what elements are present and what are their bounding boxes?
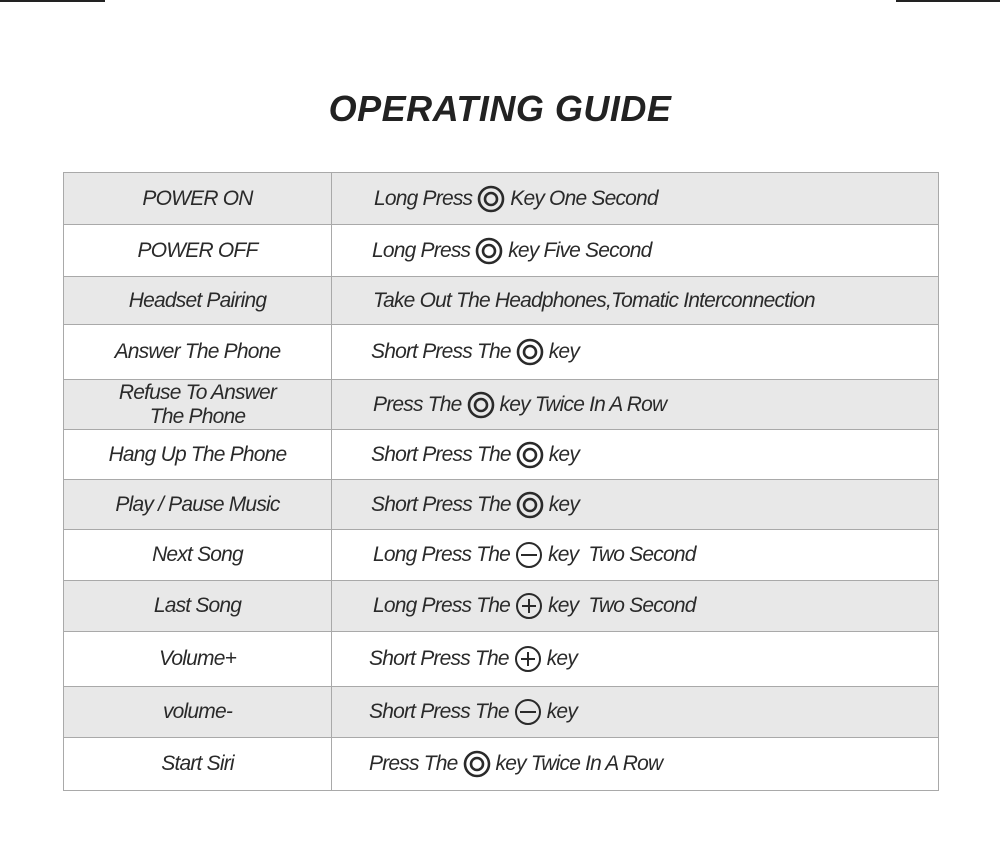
table-row [64,225,938,277]
function-label: Headset Pairing [128,288,267,312]
table-row [64,430,938,480]
operation-cell [332,480,938,529]
decorative-line-left [0,0,105,2]
operation-cell [332,277,938,324]
function-cell [64,687,332,737]
operation-text-after: key [548,492,580,516]
minus-circle-icon [514,698,542,726]
table-row [64,173,938,225]
operation-text: Press The [373,392,462,416]
operation-text-after: key [548,442,580,466]
operation-text: Short Press The [371,492,511,516]
function-cell [64,277,332,324]
operation-text-after: key Twice In A Row [499,392,667,416]
table-row [64,480,938,530]
operation-text-after: key [546,647,578,670]
ring-icon [463,750,491,778]
operation-text: Short Press The [369,647,509,670]
function-label: volume- [162,700,233,723]
operation-text: Short Press The [369,700,509,723]
function-cell [64,173,332,224]
table-row [64,277,938,325]
operation-text-after: key Five Second [508,238,652,262]
ring-icon [516,338,544,366]
table-row [64,581,938,632]
table-row [64,380,938,430]
operation-text: Long Press [372,238,471,262]
function-cell [64,581,332,631]
table-row [64,530,938,581]
function-cell [64,380,332,429]
operation-text-after: key Two Second [548,543,696,566]
function-label-line: The Phone [149,404,246,428]
function-cell [64,225,332,276]
function-cell [64,480,332,529]
operation-text: Long Press The [373,594,511,617]
operation-text-after: key Two Second [548,594,696,617]
function-label: POWER ON [142,186,253,210]
operation-text: Press The [369,752,458,775]
operation-cell [332,738,938,790]
page-title: OPERATING GUIDE [328,88,672,129]
plus-circle-icon [515,592,543,620]
function-label: Start Siri [161,752,234,775]
function-cell [64,738,332,790]
function-cell [64,325,332,379]
operation-cell [332,325,938,379]
function-cell [64,530,332,580]
function-label: Volume+ [158,647,237,670]
minus-circle-icon [515,541,543,569]
function-label: POWER OFF [137,238,258,262]
function-label: Hang Up The Phone [108,442,287,466]
operation-text: Short Press The [371,340,511,363]
operation-cell [332,225,938,276]
ring-icon [516,441,544,469]
operating-guide-table [63,172,939,791]
operation-text: Long Press [374,186,473,210]
function-label-line: Refuse To Answer [118,380,277,404]
operation-cell [332,581,938,631]
operation-cell [332,430,938,479]
function-label: Last Song [153,594,242,617]
operation-text: Take Out The Headphones,Tomatic Interconnection [373,288,815,312]
function-label: Play / Pause Music [115,492,280,516]
plus-circle-icon [514,645,542,673]
operation-text: Long Press The [373,543,511,566]
table-row [64,687,938,738]
operation-cell [332,632,938,686]
ring-icon [516,491,544,519]
function-label: Answer The Phone [114,340,281,363]
operation-cell [332,687,938,737]
operation-text-after: key Twice In A Row [495,752,663,775]
decorative-line-right [896,0,1000,2]
ring-icon [467,391,495,419]
table-row [64,325,938,380]
operation-cell [332,173,938,224]
function-cell [64,632,332,686]
operation-text-after: key [546,700,578,723]
operation-text: Short Press The [371,442,511,466]
function-label: Next Song [152,543,243,566]
operation-text-after: Key One Second [510,186,658,210]
ring-icon [477,185,505,213]
operation-cell [332,380,938,429]
table-row [64,738,938,790]
operation-text-after: key [548,340,580,363]
operation-cell [332,530,938,580]
ring-icon [475,237,503,265]
table-row [64,632,938,687]
function-cell [64,430,332,479]
